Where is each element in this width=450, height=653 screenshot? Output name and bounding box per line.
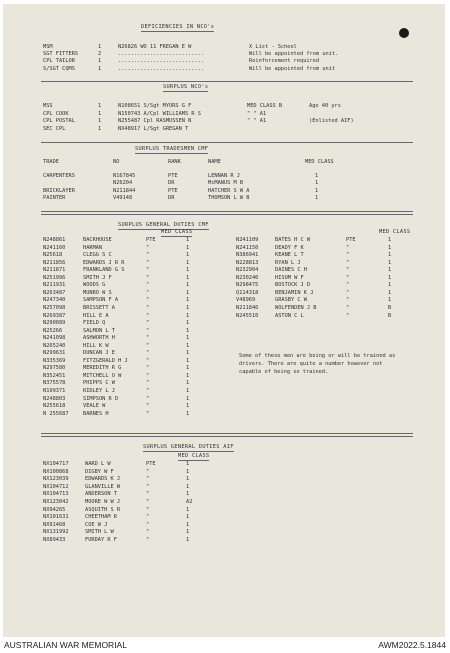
- trade-cell: CARPENTERS: [43, 173, 75, 179]
- med-class-cell: 1: [186, 372, 190, 379]
- name-cell: MEREDITH R G: [83, 365, 122, 372]
- number-cell: NX91468: [43, 521, 66, 528]
- name-cell: DAINES C H: [275, 267, 307, 274]
- med-class-cell: 1: [186, 537, 190, 543]
- rank-cell: ": [146, 506, 150, 513]
- med-class-cell: 1: [388, 282, 392, 289]
- rank-cell: ": [346, 282, 350, 289]
- number-cell: N245510: [236, 312, 259, 319]
- med-class-cell: 1: [186, 357, 190, 364]
- row-rank: SEC CPL: [43, 125, 66, 132]
- number-cell: N265240: [43, 342, 66, 349]
- rank-cell: ": [146, 476, 150, 483]
- name-cell: FRANKLAND G S: [83, 267, 125, 274]
- med-class-cell: 1: [186, 410, 190, 417]
- footer: [0, 637, 450, 653]
- number-cell: N26204: [113, 180, 133, 187]
- name-cell: FURDAY R F: [85, 537, 117, 543]
- name-cell: VEALE W: [83, 403, 106, 410]
- name-cell: EDWARDS J R R: [83, 259, 125, 266]
- rank-cell: ": [146, 491, 150, 498]
- rank-cell: ": [346, 252, 350, 259]
- row-count: 2: [98, 51, 102, 58]
- general-cmf-med-class: MED CLASS: [161, 229, 193, 235]
- rank-cell: ": [346, 304, 350, 311]
- number-cell: N298475: [236, 282, 259, 289]
- med-class-cell: 1: [186, 274, 190, 281]
- number-cell: N211871: [43, 267, 66, 274]
- rank-cell: DR: [168, 180, 175, 187]
- name-cell: McMANUS M B: [208, 180, 244, 187]
- rank-cell: ": [146, 289, 150, 296]
- med-class-cell: 1: [186, 483, 190, 490]
- rank-cell: PTE: [146, 461, 156, 467]
- rank-cell: PTE: [168, 187, 178, 194]
- rank-cell: ": [146, 282, 150, 289]
- med-class-cell: 1: [388, 289, 392, 296]
- med-class-cell: 1: [186, 237, 190, 243]
- med-class-cell: 1: [388, 244, 392, 251]
- rank-cell: ": [146, 297, 150, 304]
- number-cell: N290089: [43, 320, 66, 327]
- name-cell: CHEETHAM R: [85, 514, 117, 521]
- rank-cell: ": [346, 297, 350, 304]
- med-class-cell: 1: [186, 506, 190, 513]
- name-cell: ASTON C L: [275, 312, 304, 319]
- name-cell: DEADY F K: [275, 244, 304, 251]
- rank-cell: ": [146, 521, 150, 528]
- med-class-cell: 1: [186, 335, 190, 342]
- row-detail: N108651 S/Sgt MYORS G F: [118, 103, 192, 109]
- number-cell: N230240: [236, 274, 259, 281]
- general-aif-med-class: MED CLASS: [178, 453, 210, 459]
- footer-catalogue-id: AWM2022.5.1844: [378, 640, 446, 650]
- med-class-cell: 1: [186, 289, 190, 296]
- name-cell: KEANE L T: [275, 252, 304, 259]
- name-cell: RYAN L J: [275, 259, 301, 266]
- rank-cell: ": [346, 289, 350, 296]
- rank-cell: ": [146, 320, 150, 327]
- number-cell: N247340: [43, 297, 66, 304]
- column-header: MED CLASS: [305, 159, 334, 165]
- row-count: 1: [98, 110, 102, 117]
- name-cell: SMITH L W: [85, 529, 114, 536]
- rank-cell: ": [146, 403, 150, 410]
- name-cell: THOMSON L W B: [208, 194, 250, 201]
- number-cell: N263487: [43, 289, 66, 296]
- rank-cell: ": [146, 514, 150, 521]
- column-header: RANK: [168, 159, 181, 165]
- med-class-cell: 1: [315, 187, 319, 194]
- name-cell: CLEGG S C: [83, 252, 112, 259]
- med-class-cell: 1: [186, 403, 190, 410]
- number-cell: NX104713: [43, 491, 69, 498]
- number-cell: NX104712: [43, 483, 69, 490]
- rank-cell: ": [146, 380, 150, 387]
- rank-cell: PTE: [346, 237, 356, 243]
- number-cell: V48969: [236, 297, 256, 304]
- med-class-cell: 1: [186, 320, 190, 327]
- rank-cell: ": [346, 267, 350, 274]
- number-cell: N257098: [43, 304, 66, 311]
- number-cell: N248803: [43, 395, 66, 402]
- row-detail: NX48917 L/Sgt GREGAN T: [118, 125, 189, 132]
- footer-source: AUSTRALIAN WAR MEMORIAL: [4, 640, 127, 650]
- row-med-class: MED CLASS B: [247, 103, 283, 109]
- row-med-class: " " A1: [247, 118, 267, 124]
- name-cell: BARNES H: [83, 410, 109, 417]
- number-cell: N297580: [43, 365, 66, 372]
- rank-cell: ": [146, 327, 150, 334]
- name-cell: DIGBY W F: [85, 468, 114, 475]
- row-detail: N150743 A/Cpl WILLIAMS R S: [118, 110, 201, 117]
- row-note: X List - School: [249, 44, 297, 50]
- number-cell: NX100868: [43, 468, 69, 475]
- name-cell: BOSTOCK J D: [275, 282, 311, 289]
- name-cell: SMITH J F: [83, 274, 112, 281]
- row-med-class: " " A1: [247, 110, 267, 117]
- row-note: Reinforcement required: [249, 58, 320, 65]
- rank-cell: ": [146, 529, 150, 536]
- number-cell: N228813: [236, 259, 259, 266]
- rank-cell: ": [346, 312, 350, 319]
- row-count: 1: [98, 103, 102, 109]
- divider: [41, 433, 413, 437]
- row-count: 1: [98, 44, 102, 50]
- name-cell: MOORE W W J: [85, 499, 121, 505]
- med-class-cell: A2: [186, 499, 193, 505]
- rank-cell: ": [146, 342, 150, 349]
- med-class-cell: 1: [186, 491, 190, 498]
- med-class-cell: 1: [388, 259, 392, 266]
- rank-cell: ": [146, 499, 150, 505]
- rank-cell: ": [146, 372, 150, 379]
- row-count: 1: [98, 65, 102, 72]
- med-class-cell: 1: [186, 252, 190, 259]
- number-cell: N232904: [236, 267, 259, 274]
- med-class-cell: 1: [186, 267, 190, 274]
- row-count: 1: [98, 58, 102, 65]
- number-cell: NX104717: [43, 461, 69, 467]
- med-class-cell: 1: [186, 388, 190, 394]
- med-class-cell: 1: [186, 380, 190, 387]
- rank-cell: ": [146, 312, 150, 319]
- med-class-cell: 1: [186, 461, 190, 467]
- number-cell: N335369: [43, 357, 66, 364]
- med-class-cell: 1: [186, 304, 190, 311]
- rank-cell: ": [146, 365, 150, 372]
- number-cell: N199371: [43, 388, 66, 394]
- column-header: NAME: [208, 159, 221, 165]
- med-class-cell: 1: [186, 395, 190, 402]
- name-cell: MUNRO W S: [83, 289, 112, 296]
- general-cmf-title: SURPLUS GENERAL DUTIES CMF: [118, 222, 209, 228]
- number-cell: N241160: [43, 244, 66, 251]
- divider: [41, 211, 413, 215]
- med-class-cell: 1: [186, 259, 190, 266]
- number-cell: N248861: [43, 237, 66, 243]
- row-note: Will be appointed from unit: [249, 65, 336, 72]
- med-class-cell: 1: [388, 237, 392, 243]
- med-class-cell: 1: [186, 312, 190, 319]
- row-count: 1: [98, 125, 102, 132]
- number-cell: N241098: [43, 335, 66, 342]
- med-class-cell: 1: [315, 194, 319, 201]
- number-cell: N25618: [43, 252, 63, 259]
- punch-hole: [399, 28, 409, 38]
- tradesmen-title: SURPLUS TRADESMEN CMF: [135, 146, 209, 152]
- name-cell: BENJAMIN K J: [275, 289, 314, 296]
- rank-cell: ": [346, 274, 350, 281]
- row-note: Will be appointed from unit.: [249, 51, 339, 58]
- med-class-cell: 1: [186, 468, 190, 475]
- rank-cell: ": [146, 244, 150, 251]
- name-cell: EDWARDS K J: [85, 476, 121, 483]
- name-cell: GLANVILLE W: [85, 483, 121, 490]
- number-cell: NX94265: [43, 506, 66, 513]
- rank-cell: ": [146, 357, 150, 364]
- name-cell: FITZGERALD H J: [83, 357, 128, 364]
- rank-cell: ": [146, 410, 150, 417]
- general-aif-title: SURPLUS GENERAL DUTIES AIF: [143, 444, 234, 450]
- rank-cell: DR: [168, 194, 175, 201]
- row-count: 1: [98, 118, 102, 124]
- rank-cell: ": [146, 537, 150, 543]
- med-class-cell: 1: [186, 476, 190, 483]
- med-class-cell: 1: [186, 529, 190, 536]
- row-rank: CPL TAILOR: [43, 58, 75, 65]
- name-cell: RIDLEY L J: [83, 388, 115, 394]
- name-cell: SIMPSON R D: [83, 395, 119, 402]
- med-class-cell: 1: [186, 327, 190, 334]
- number-cell: N375578: [43, 380, 66, 387]
- name-cell: SALMON L T: [83, 327, 115, 334]
- row-rank: CPL COOK: [43, 110, 69, 117]
- med-class-cell: 1: [186, 514, 190, 521]
- med-class-cell: 1: [186, 350, 190, 357]
- number-cell: N255618: [43, 403, 66, 410]
- rank-cell: PTE: [146, 237, 156, 243]
- name-cell: FIELD Q: [83, 320, 106, 327]
- deficiencies-title: DEFICIENCIES IN NCO's: [141, 24, 215, 30]
- row-detail: N26826 WO 11 FREGAN E W: [118, 44, 192, 50]
- rank-cell: ": [146, 468, 150, 475]
- name-cell: ASHWORTH H: [83, 335, 115, 342]
- name-cell: LENNAN R J: [208, 173, 240, 179]
- med-class-cell: 1: [388, 297, 392, 304]
- name-cell: HILL K W: [83, 342, 109, 349]
- name-cell: GRASBY C W: [275, 297, 307, 304]
- name-cell: BATES H C W: [275, 237, 311, 243]
- number-cell: N211931: [43, 282, 66, 289]
- row-detail: ...........................: [118, 51, 205, 58]
- number-cell: NX101631: [43, 514, 69, 521]
- rank-cell: ": [146, 350, 150, 357]
- rank-cell: ": [146, 252, 150, 259]
- row-rank: S/SGT CQMS: [43, 65, 75, 72]
- rank-cell: ": [146, 259, 150, 266]
- name-cell: WARD L W: [85, 461, 111, 467]
- number-cell: N269387: [43, 312, 66, 319]
- row-rank: CPL POSTAL: [43, 118, 75, 124]
- number-cell: N386941: [236, 252, 259, 259]
- med-class-cell: 1: [315, 173, 319, 179]
- number-cell: N211846: [236, 304, 259, 311]
- row-rank: MSS: [43, 103, 53, 109]
- name-cell: HARMAN: [83, 244, 103, 251]
- name-cell: MITCHELL O W: [83, 372, 122, 379]
- rank-cell: ": [146, 395, 150, 402]
- number-cell: N241109: [236, 237, 259, 243]
- divider: [41, 81, 413, 82]
- rank-cell: ": [146, 335, 150, 342]
- name-cell: HISOM W F: [275, 274, 304, 281]
- med-class-cell: 1: [186, 297, 190, 304]
- number-cell: N211844: [113, 187, 136, 194]
- med-class-cell: 1: [186, 282, 190, 289]
- number-cell: NX123039: [43, 476, 69, 483]
- name-cell: BACKHOUSE: [83, 237, 112, 243]
- column-header: NO: [113, 159, 120, 165]
- divider: [41, 142, 413, 143]
- column-header: TRADE: [43, 159, 59, 165]
- rank-cell: ": [346, 244, 350, 251]
- rank-cell: ": [146, 483, 150, 490]
- med-class-cell: 1: [388, 274, 392, 281]
- row-note: Age 40 yrs: [309, 103, 341, 109]
- med-class-cell: 1: [388, 267, 392, 274]
- row-rank: MSM: [43, 44, 53, 50]
- name-cell: PHIPPS C W: [83, 380, 115, 387]
- name-cell: WOODS G: [83, 282, 106, 289]
- med-class-cell: B: [388, 312, 392, 319]
- number-cell: N241150: [236, 244, 259, 251]
- trade-cell: PAINTER: [43, 194, 66, 201]
- name-cell: BRISSETT A: [83, 304, 115, 311]
- rank-cell: ": [146, 388, 150, 394]
- med-class-cell: 1: [186, 342, 190, 349]
- rank-cell: ": [146, 274, 150, 281]
- row-rank: SGT FITTERS: [43, 51, 79, 58]
- number-cell: N251996: [43, 274, 66, 281]
- row-detail: N255487 Cpl RASMUSSEN N: [118, 118, 192, 124]
- number-cell: N 255687: [43, 410, 69, 417]
- rank-cell: PTE: [168, 173, 178, 179]
- name-cell: COE W J: [85, 521, 108, 528]
- number-cell: V49148: [113, 194, 133, 201]
- rank-cell: ": [146, 304, 150, 311]
- number-cell: N299631: [43, 350, 66, 357]
- document-page: [3, 4, 445, 637]
- name-cell: HATCHER S W A: [208, 187, 250, 194]
- med-class-cell: B: [388, 304, 392, 311]
- rank-cell: ": [146, 267, 150, 274]
- rank-cell: ": [346, 259, 350, 266]
- number-cell: NX89433: [43, 537, 66, 543]
- row-note: (Enlisted AIF): [309, 118, 354, 124]
- name-cell: WOLFENDEN J B: [275, 304, 317, 311]
- general-cmf-note: Some of these men are being or will be trained as drivers. There are quite a number however not capable of being so trained.: [239, 353, 396, 375]
- name-cell: ANDERSON T: [85, 491, 117, 498]
- name-cell: SAMPSON F A: [83, 297, 119, 304]
- med-class-cell: 1: [388, 252, 392, 259]
- med-class-cell: 1: [186, 521, 190, 528]
- general-cmf-right-med-class: MED CLASS: [379, 229, 411, 235]
- number-cell: N352451: [43, 372, 66, 379]
- number-cell: NX131992: [43, 529, 69, 536]
- name-cell: DUNCAN J E: [83, 350, 115, 357]
- med-class-cell: 1: [315, 180, 319, 187]
- number-cell: Q114318: [236, 289, 259, 296]
- number-cell: N211856: [43, 259, 66, 266]
- med-class-cell: 1: [186, 365, 190, 372]
- row-detail: ...........................: [118, 65, 205, 72]
- surplus-nco-title: SURPLUS NCO's: [163, 84, 209, 90]
- name-cell: HILL E A: [83, 312, 109, 319]
- number-cell: NX123042: [43, 499, 69, 505]
- number-cell: N25266: [43, 327, 63, 334]
- number-cell: N167845: [113, 173, 136, 179]
- row-detail: ...........................: [118, 58, 205, 65]
- trade-cell: BRICKLAYER: [43, 187, 75, 194]
- name-cell: ASQUITH S R: [85, 506, 121, 513]
- med-class-cell: 1: [186, 244, 190, 251]
